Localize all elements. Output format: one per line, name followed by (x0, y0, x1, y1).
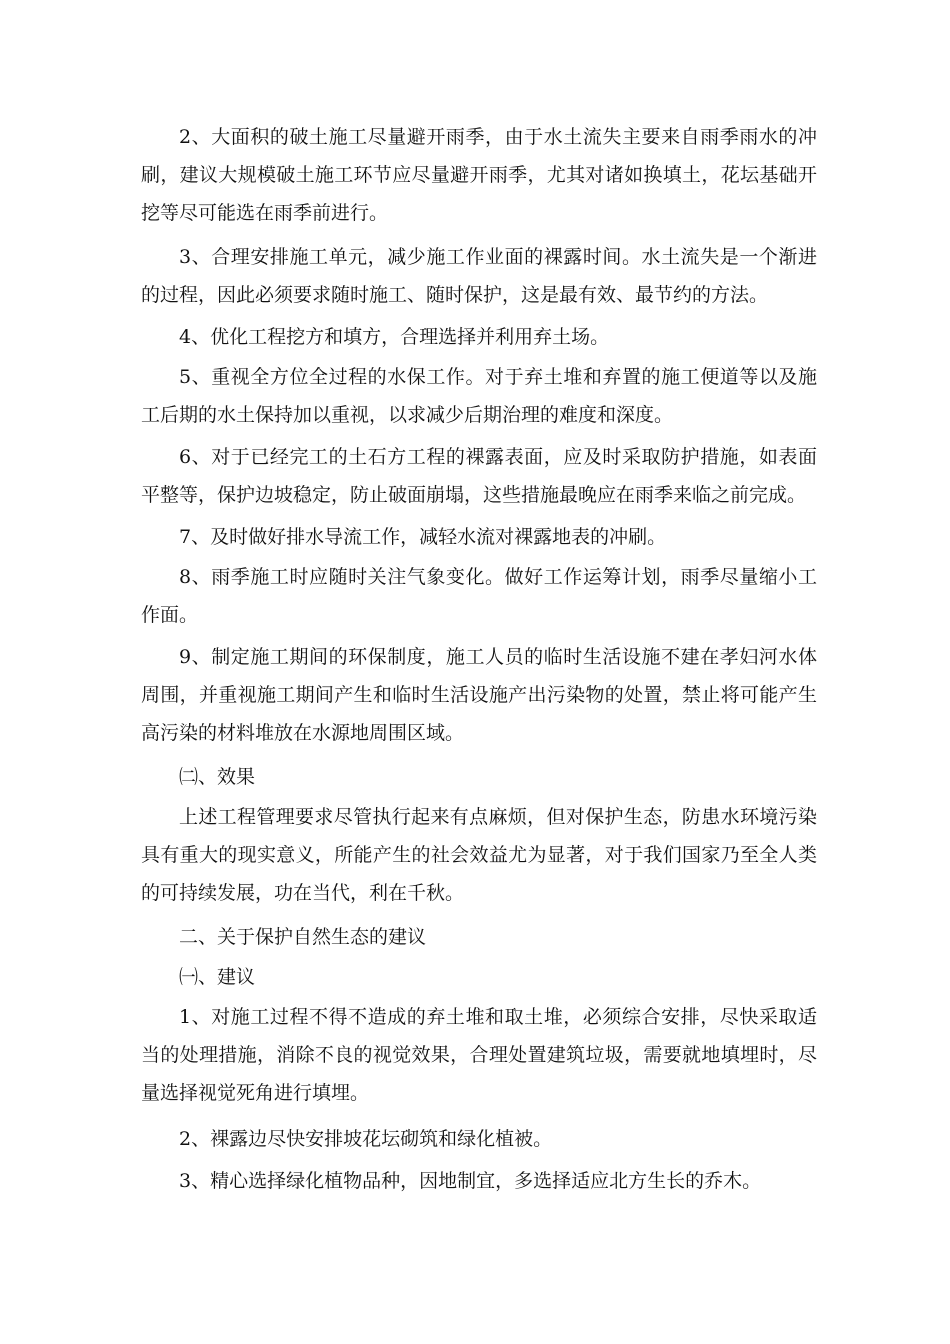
paragraph-item-4-excavation: 4、优化工程挖方和填方，合理选择并利用弃土场。 (179, 326, 610, 348)
section-heading-suggestions: ㈠、建议 (179, 966, 256, 988)
paragraph-item-2-rainy-season: 2、大面积的破土施工尽量避开雨季，由于水土流失主要来自雨季雨水的冲刷，建议大规模破土施工环节应尽量避开雨季，尤其对诸如换填土，花坛基础开挖等尽可能选在雨季前进行。 (141, 126, 817, 224)
paragraph-item-6-protection-measures: 6、对于已经完工的土石方工程的裸露表面，应及时采取防护措施，如表面平整等，保护边坡稳定，防止破面崩塌，这些措施最晚应在雨季来临之前完成。 (141, 446, 817, 506)
section-heading-ecology-suggestions: 二、关于保护自然生态的建议 (179, 926, 427, 948)
paragraph-item-9-environmental-rules: 9、制定施工期间的环保制度，施工人员的临时生活设施不建在孝妇河水体周围，并重视施工期间产生和临时生活设施产出污染物的处置，禁止将可能产生高污染的材料堆放在水源地周围区域。 (141, 646, 817, 744)
paragraph-suggestion-1-spoil-heaps: 1、对施工过程不得不造成的弃土堆和取土堆，必须综合安排，尽快采取适当的处理措施，消除不良的视觉效果，合理处置建筑垃圾，需要就地填埋时，尽量选择视觉死角进行填埋。 (141, 1006, 817, 1104)
paragraph-item-5-water-conservation: 5、重视全方位全过程的水保工作。对于弃土堆和弃置的施工便道等以及施工后期的水土保持加以重视，以求减少后期治理的难度和深度。 (141, 366, 817, 426)
section-heading-effect: ㈡、效果 (179, 766, 256, 788)
paragraph-item-7-drainage: 7、及时做好排水导流工作，减轻水流对裸露地表的冲刷。 (179, 526, 667, 548)
paragraph-suggestion-3-plant-selection: 3、精心选择绿化植物品种，因地制宜，多选择适应北方生长的乔木。 (179, 1170, 762, 1192)
paragraph-effect-summary: 上述工程管理要求尽管执行起来有点麻烦，但对保护生态，防患水环境污染具有重大的现实意义，所能产生的社会效益尤为显著，对于我们国家乃至全人类的可持续发展，功在当代，利在千秋。 (141, 806, 817, 904)
paragraph-item-3-construction-units: 3、合理安排施工单元，减少施工作业面的裸露时间。水土流失是一个渐进的过程，因此必须要求随时施工、随时保护，这是最有效、最节约的方法。 (141, 246, 817, 306)
paragraph-item-8-weather: 8、雨季施工时应随时关注气象变化。做好工作运筹计划，雨季尽量缩小工作面。 (141, 566, 817, 626)
paragraph-suggestion-2-slope-greening: 2、裸露边尽快安排坡花坛砌筑和绿化植被。 (179, 1128, 553, 1150)
